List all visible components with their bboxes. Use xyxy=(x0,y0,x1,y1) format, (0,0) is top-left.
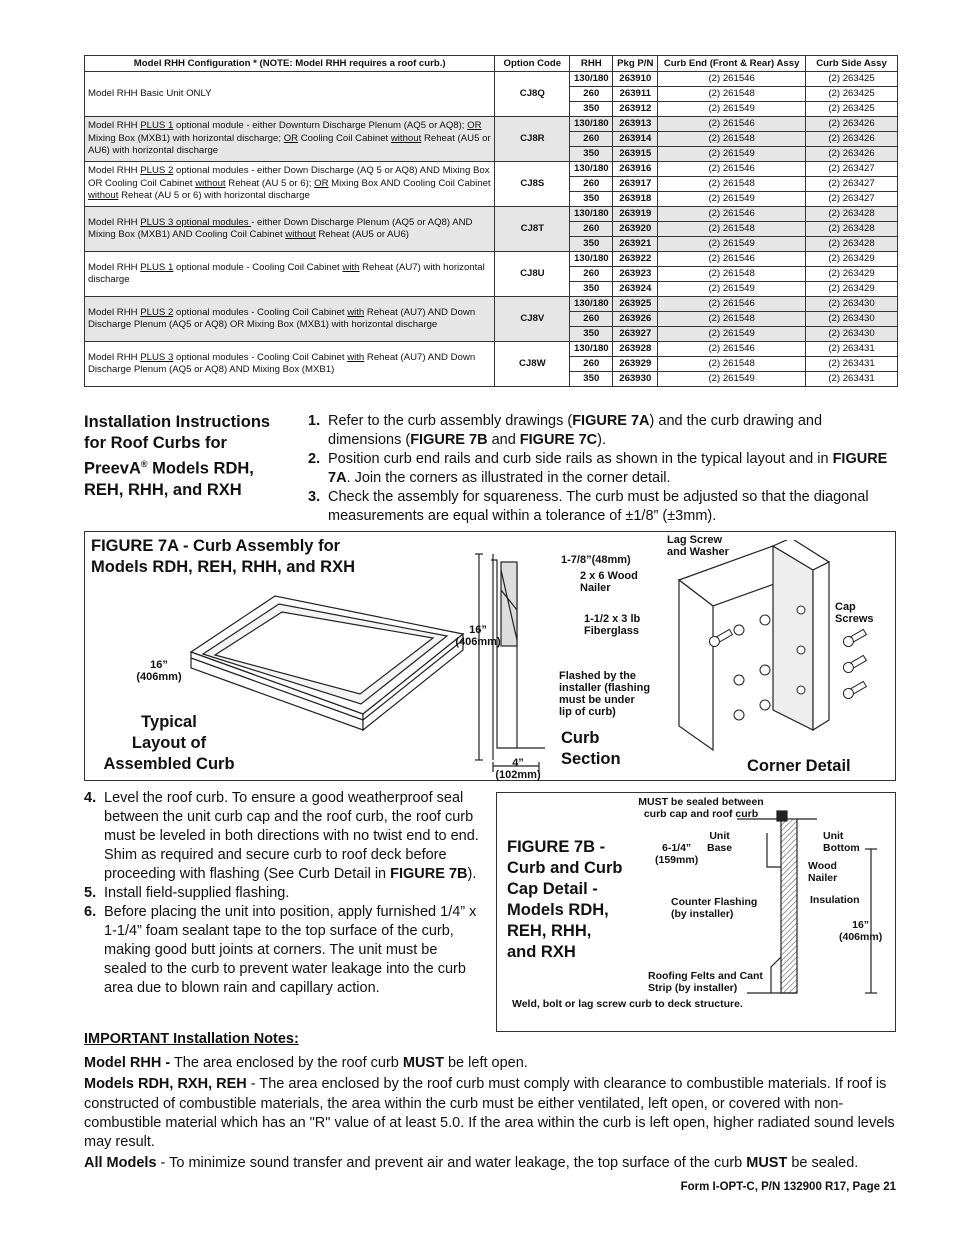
title-line: FIGURE 7A - Curb Assembly for xyxy=(91,537,341,555)
curb-end-assy: (2) 261548 xyxy=(658,357,806,372)
unit-bottom-label xyxy=(823,831,860,854)
note-text: The area enclosed by the roof curb xyxy=(170,1055,403,1072)
pkg-pn: 263916 xyxy=(613,162,658,177)
table-row xyxy=(85,297,898,312)
rhh-size: 260 xyxy=(570,267,613,282)
pkg-pn: 263927 xyxy=(613,327,658,342)
curb-side-assy: (2) 263425 xyxy=(806,87,898,102)
pkg-pn: 263912 xyxy=(613,102,658,117)
title-line: Curb and Curb xyxy=(507,859,623,877)
curb-side-assy: (2) 263425 xyxy=(806,102,898,117)
step-text: Position curb end rails and curb side rails as shown in the typical layout and in FIGURE 7A. Join the corners as illustrated in the corner detail. xyxy=(328,451,888,486)
curb-end-assy: (2) 261548 xyxy=(658,177,806,192)
dim-text: (406mm) xyxy=(455,636,501,648)
title-line: and RXH xyxy=(507,943,576,961)
dim-text: (159mm) xyxy=(655,853,699,866)
cap-height-label xyxy=(655,843,698,866)
configuration-description: Model RHH PLUS 1 optional module - either Downturn Discharge Plenum (AQ5 or AQ8); OR Mixing Box (MXB1) with horizontal discharge; OR Cooling Coil Cabinet without Reheat (AU5 or AU6) with horizontal discharge xyxy=(85,117,495,162)
curb-end-assy: (2) 261548 xyxy=(658,87,806,102)
rhh-size: 130/180 xyxy=(570,297,613,312)
insulation-label: Insulation xyxy=(810,894,860,906)
label-line: Screws xyxy=(835,613,874,625)
col-header-curb-side: Curb Side Assy xyxy=(806,56,898,72)
curb-end-assy: (2) 261546 xyxy=(658,117,806,132)
label-line: (by installer) xyxy=(671,907,734,920)
step-text: Install field-supplied flashing. xyxy=(104,885,290,901)
curb-end-assy: (2) 261546 xyxy=(658,342,806,357)
rhh-size: 260 xyxy=(570,312,613,327)
label-line: curb cap and roof curb xyxy=(643,807,759,820)
note-text: - To minimize sound transfer and prevent air and water leakage, the top surface of the curb xyxy=(156,1155,747,1172)
curb-end-assy: (2) 261549 xyxy=(658,147,806,162)
wood-nailer-label xyxy=(580,570,638,594)
table-row xyxy=(85,117,898,132)
rhh-size: 130/180 xyxy=(570,72,613,87)
curb-side-assy: (2) 263431 xyxy=(806,342,898,357)
dim-text: (406mm) xyxy=(136,671,182,683)
configuration-description: Model RHH PLUS 1 optional module - Cooling Coil Cabinet with Reheat (AU7) with horizontal discharge xyxy=(85,252,495,297)
rhh-size: 130/180 xyxy=(570,252,613,267)
label-line: Cap xyxy=(835,601,856,613)
rhh-size: 260 xyxy=(570,87,613,102)
heading-text: IMPORTANT Installation Notes xyxy=(84,1031,294,1047)
label-line: 2 x 6 Wood xyxy=(580,570,638,582)
label-line: Base xyxy=(707,841,733,854)
col-header-configuration: Model RHH Configuration * (NOTE: Model RHH requires a roof curb.) xyxy=(85,56,495,72)
pkg-pn: 263910 xyxy=(613,72,658,87)
step-number: 1. xyxy=(308,413,321,429)
curb-end-assy: (2) 261548 xyxy=(658,222,806,237)
step-number: 2. xyxy=(308,451,321,467)
label-line: Fiberglass xyxy=(584,625,640,637)
rhh-size: 350 xyxy=(570,372,613,387)
label-line: lip of curb) xyxy=(559,706,616,718)
title-line: REH, RHH, xyxy=(507,922,592,940)
lag-screw-label xyxy=(667,534,729,558)
heading-text: Models RDH, xyxy=(147,459,254,478)
heading-line: Installation Instructions xyxy=(84,413,271,431)
note-rdh-rxh-reh xyxy=(84,1075,904,1152)
option-code: CJ8Q xyxy=(495,72,570,117)
col-header-option-code: Option Code xyxy=(495,56,570,72)
pkg-pn: 263922 xyxy=(613,252,658,267)
label-line: Bottom xyxy=(823,841,860,854)
heading-line: REH, RHH, and RXH xyxy=(84,480,242,499)
table-header-row xyxy=(85,56,898,72)
label-line: Section xyxy=(561,750,621,768)
table-row xyxy=(85,207,898,222)
label-line: Roofing Felts and Cant xyxy=(648,970,763,982)
weld-note-label: Weld, bolt or lag screw curb to deck structure. xyxy=(512,998,743,1010)
roofing-felts-label xyxy=(648,971,763,994)
rhh-size: 350 xyxy=(570,192,613,207)
must-be-sealed-label xyxy=(627,797,775,820)
note-text: be sealed. xyxy=(787,1155,859,1172)
typical-layout-label xyxy=(99,712,239,775)
configuration-description: Model RHH PLUS 3 optional modules - either Down Discharge Plenum (AQ5 or AQ8) AND Mixing Box (MXB1) AND Cooling Coil Cabinet without Reheat (AU5 or AU6) xyxy=(85,207,495,252)
pkg-pn: 263928 xyxy=(613,342,658,357)
registered-mark: ® xyxy=(140,459,148,469)
note-rhh xyxy=(84,1054,904,1073)
option-code: CJ8V xyxy=(495,297,570,342)
brand-name: PreevA xyxy=(84,459,141,478)
rhh-size: 350 xyxy=(570,282,613,297)
label-line: Typical xyxy=(141,713,197,731)
label-line: Nailer xyxy=(808,871,838,884)
label-line: Assembled Curb xyxy=(103,755,235,773)
option-code: CJ8U xyxy=(495,252,570,297)
section-height-label xyxy=(453,624,503,648)
step-number: 5. xyxy=(84,885,97,901)
step-text: Before placing the unit into position, apply furnished 1/4” x 1-1/4” foam sealant tape to the top surface of the curb, making good butt joints at corners. The unit must be sealed to the curb to prevent water leakage into the curb area due to blown rain and capillary action. xyxy=(104,904,477,996)
label-line: installer (flashing xyxy=(559,682,651,694)
pkg-pn: 263913 xyxy=(613,117,658,132)
curb-side-assy: (2) 263428 xyxy=(806,222,898,237)
curb-side-assy: (2) 263429 xyxy=(806,267,898,282)
title-line: Cap Detail - xyxy=(507,880,598,898)
curb-side-assy: (2) 263428 xyxy=(806,207,898,222)
figure-7a-curb-assembly xyxy=(84,531,896,781)
assembled-curb-drawing xyxy=(185,592,465,732)
table-row xyxy=(85,342,898,357)
rhh-size: 260 xyxy=(570,132,613,147)
pkg-pn: 263930 xyxy=(613,372,658,387)
rhh-size: 260 xyxy=(570,222,613,237)
curb-section-label xyxy=(561,728,621,770)
curb-side-assy: (2) 263426 xyxy=(806,132,898,147)
cap-screws-label xyxy=(835,601,874,625)
curb-side-assy: (2) 263427 xyxy=(806,162,898,177)
pkg-pn: 263926 xyxy=(613,312,658,327)
dim-text: 16” xyxy=(150,659,168,671)
curb-configuration-table xyxy=(84,55,898,387)
label-line: Unit xyxy=(709,830,730,842)
rhh-size: 350 xyxy=(570,327,613,342)
step-number: 3. xyxy=(308,489,321,505)
pkg-pn: 263914 xyxy=(613,132,658,147)
step-text: Refer to the curb assembly drawings (FIGURE 7A) and the curb drawing and dimensions (FIGURE 7B and FIGURE 7C). xyxy=(328,413,823,448)
dim-text: (406mm) xyxy=(839,930,883,943)
curb-end-assy: (2) 261549 xyxy=(658,102,806,117)
title-line: Models RDH, REH, RHH, and RXH xyxy=(91,558,356,576)
label-line: Counter Flashing xyxy=(671,896,758,908)
col-header-pkg-pn: Pkg P/N xyxy=(613,56,658,72)
curb-end-assy: (2) 261549 xyxy=(658,372,806,387)
label-line: MUST be sealed between xyxy=(638,796,764,808)
note-text: - The area enclosed by the roof curb must comply with clearance to combustible materials. If roof is constructed of combustible materials, the area within the curb must be either ventilated, left open, or covered with non-combustible material which has an "R" value of at least 5.0. If the area within the curb is left open, higher radiated sound levels may result. xyxy=(84,1076,895,1151)
pkg-pn: 263911 xyxy=(613,87,658,102)
curb-height-label xyxy=(839,920,882,943)
curb-side-assy: (2) 263431 xyxy=(806,357,898,372)
curb-end-assy: (2) 261548 xyxy=(658,132,806,147)
configuration-description: Model RHH Basic Unit ONLY xyxy=(85,72,495,117)
table-row xyxy=(85,162,898,177)
pkg-pn: 263919 xyxy=(613,207,658,222)
dim-text: 16” xyxy=(852,919,870,931)
heading-colon: : xyxy=(294,1031,299,1047)
pkg-pn: 263929 xyxy=(613,357,658,372)
table-row xyxy=(85,252,898,267)
label-line: Flashed by the xyxy=(559,670,637,682)
step-5 xyxy=(84,884,484,903)
step-text: Level the roof curb. To ensure a good weatherproof seal between the unit curb cap and the roof curb, the roof curb must be leveled in both directions with no twist end to end. Shim as required and secure curb to roof deck before proceeding with flashing (See Curb Detail in FIGURE 7B). xyxy=(104,790,479,882)
curb-end-assy: (2) 261549 xyxy=(658,237,806,252)
label-line: Wood xyxy=(808,860,837,872)
note-emphasis: MUST xyxy=(402,1055,444,1072)
option-code: CJ8T xyxy=(495,207,570,252)
curb-side-assy: (2) 263427 xyxy=(806,192,898,207)
base-width-label xyxy=(493,757,543,781)
rhh-size: 130/180 xyxy=(570,117,613,132)
figure-7b-title xyxy=(507,837,657,963)
note-all-models xyxy=(84,1154,904,1173)
step-1 xyxy=(308,412,898,450)
lip-width-label: 1-7/8”(48mm) xyxy=(561,554,631,566)
curb-end-assy: (2) 261549 xyxy=(658,327,806,342)
step-4 xyxy=(84,789,484,884)
label-line: Unit xyxy=(823,830,844,842)
rhh-size: 130/180 xyxy=(570,162,613,177)
pkg-pn: 263918 xyxy=(613,192,658,207)
curb-height-label xyxy=(131,659,187,683)
configuration-description: Model RHH PLUS 2 optional modules - Cooling Coil Cabinet with Reheat (AU7) AND Down Discharge Plenum (AQ5 or AQ8) OR Mixing Box (MXB1) with horizontal discharge xyxy=(85,297,495,342)
heading-line: for Roof Curbs for xyxy=(84,434,227,452)
note-label: Models RDH, RXH, REH xyxy=(84,1076,247,1093)
pkg-pn: 263925 xyxy=(613,297,658,312)
notes-heading xyxy=(84,1030,904,1049)
dim-text: 4” xyxy=(512,757,524,769)
note-emphasis: MUST xyxy=(746,1155,788,1172)
label-line: Layout of xyxy=(131,734,207,752)
curb-side-assy: (2) 263426 xyxy=(806,147,898,162)
curb-end-assy: (2) 261546 xyxy=(658,297,806,312)
dim-text: 16” xyxy=(469,624,487,636)
figure-7a-title xyxy=(91,536,391,578)
curb-end-assy: (2) 261546 xyxy=(658,207,806,222)
label-line: Curb xyxy=(561,729,600,747)
curb-side-assy: (2) 263430 xyxy=(806,297,898,312)
curb-end-assy: (2) 261548 xyxy=(658,267,806,282)
important-notes xyxy=(84,1030,904,1175)
step-text: Check the assembly for squareness. The curb must be adjusted so that the diagonal measurements are equal within a tolerance of ±1/8” (±3mm). xyxy=(328,489,869,524)
pkg-pn: 263917 xyxy=(613,177,658,192)
heading-line xyxy=(84,454,294,480)
title-line: FIGURE 7B - xyxy=(507,838,606,856)
pkg-pn: 263921 xyxy=(613,237,658,252)
step-6 xyxy=(84,903,484,998)
dim-text: (102mm) xyxy=(495,769,541,781)
counter-flashing-label xyxy=(671,897,757,920)
col-header-curb-end: Curb End (Front & Rear) Assy xyxy=(658,56,806,72)
unit-base-label xyxy=(707,831,732,854)
rhh-size: 350 xyxy=(570,147,613,162)
label-line: 1-1/2 x 3 lb xyxy=(584,613,641,625)
option-code: CJ8S xyxy=(495,162,570,207)
step-number: 6. xyxy=(84,904,97,920)
title-line: Models RDH, xyxy=(507,901,609,919)
corner-detail-drawing xyxy=(673,540,893,760)
rhh-size: 260 xyxy=(570,357,613,372)
label-line: Lag Screw xyxy=(667,534,723,546)
curb-end-assy: (2) 261548 xyxy=(658,312,806,327)
rhh-size: 350 xyxy=(570,102,613,117)
pkg-pn: 263924 xyxy=(613,282,658,297)
note-label: Model RHH - xyxy=(84,1055,171,1072)
curb-end-assy: (2) 261546 xyxy=(658,252,806,267)
pkg-pn: 263923 xyxy=(613,267,658,282)
figure-7b-curb-cap-detail xyxy=(496,792,896,1032)
table-row xyxy=(85,72,898,87)
curb-side-assy: (2) 263431 xyxy=(806,372,898,387)
curb-side-assy: (2) 263430 xyxy=(806,327,898,342)
curb-end-assy: (2) 261549 xyxy=(658,282,806,297)
configuration-description: Model RHH PLUS 3 optional modules - Cooling Coil Cabinet with Reheat (AU7) AND Down Discharge Plenum (AQ5 or AQ8) AND Mixing Box (MXB1) xyxy=(85,342,495,387)
configuration-description: Model RHH PLUS 2 optional modules - either Down Discharge (AQ 5 or AQ8) AND Mixing Box OR Cooling Coil Cabinet without Reheat (AU 5 or 6); OR Mixing Box AND Cooling Coil Cabinet without Reheat (AU 5 or 6) with horizontal discharge xyxy=(85,162,495,207)
wood-nailer-label xyxy=(808,861,837,884)
installation-steps-4-6 xyxy=(84,789,484,998)
installation-steps-1-3 xyxy=(308,412,898,526)
flashing-label xyxy=(559,670,650,718)
col-header-rhh: RHH xyxy=(570,56,613,72)
curb-side-assy: (2) 263426 xyxy=(806,117,898,132)
label-line: must be under xyxy=(559,694,635,706)
curb-side-assy: (2) 263428 xyxy=(806,237,898,252)
page-footer: Form I-OPT-C, P/N 132900 R17, Page 21 xyxy=(680,1181,896,1193)
curb-end-assy: (2) 261549 xyxy=(658,192,806,207)
option-code: CJ8W xyxy=(495,342,570,387)
rhh-size: 130/180 xyxy=(570,342,613,357)
step-2 xyxy=(308,450,898,488)
fiberglass-label xyxy=(584,613,640,637)
rhh-size: 260 xyxy=(570,177,613,192)
curb-side-assy: (2) 263430 xyxy=(806,312,898,327)
label-line: Nailer xyxy=(580,582,611,594)
note-text: be left open. xyxy=(443,1055,528,1072)
pkg-pn: 263915 xyxy=(613,147,658,162)
pkg-pn: 263920 xyxy=(613,222,658,237)
option-code: CJ8R xyxy=(495,117,570,162)
installation-instructions-heading xyxy=(84,412,294,501)
dim-text: 6-1/4” xyxy=(662,842,692,854)
step-number: 4. xyxy=(84,790,97,806)
curb-side-assy: (2) 263429 xyxy=(806,252,898,267)
curb-end-assy: (2) 261546 xyxy=(658,72,806,87)
curb-end-assy: (2) 261546 xyxy=(658,162,806,177)
label-line: Strip (by installer) xyxy=(648,981,738,994)
label-line: and Washer xyxy=(667,546,729,558)
note-label: All Models xyxy=(84,1155,157,1172)
curb-side-assy: (2) 263429 xyxy=(806,282,898,297)
curb-side-assy: (2) 263425 xyxy=(806,72,898,87)
curb-side-assy: (2) 263427 xyxy=(806,177,898,192)
corner-detail-label: Corner Detail xyxy=(747,757,851,775)
step-3 xyxy=(308,488,898,526)
curb-section-drawing xyxy=(469,550,549,780)
rhh-size: 350 xyxy=(570,237,613,252)
rhh-size: 130/180 xyxy=(570,207,613,222)
